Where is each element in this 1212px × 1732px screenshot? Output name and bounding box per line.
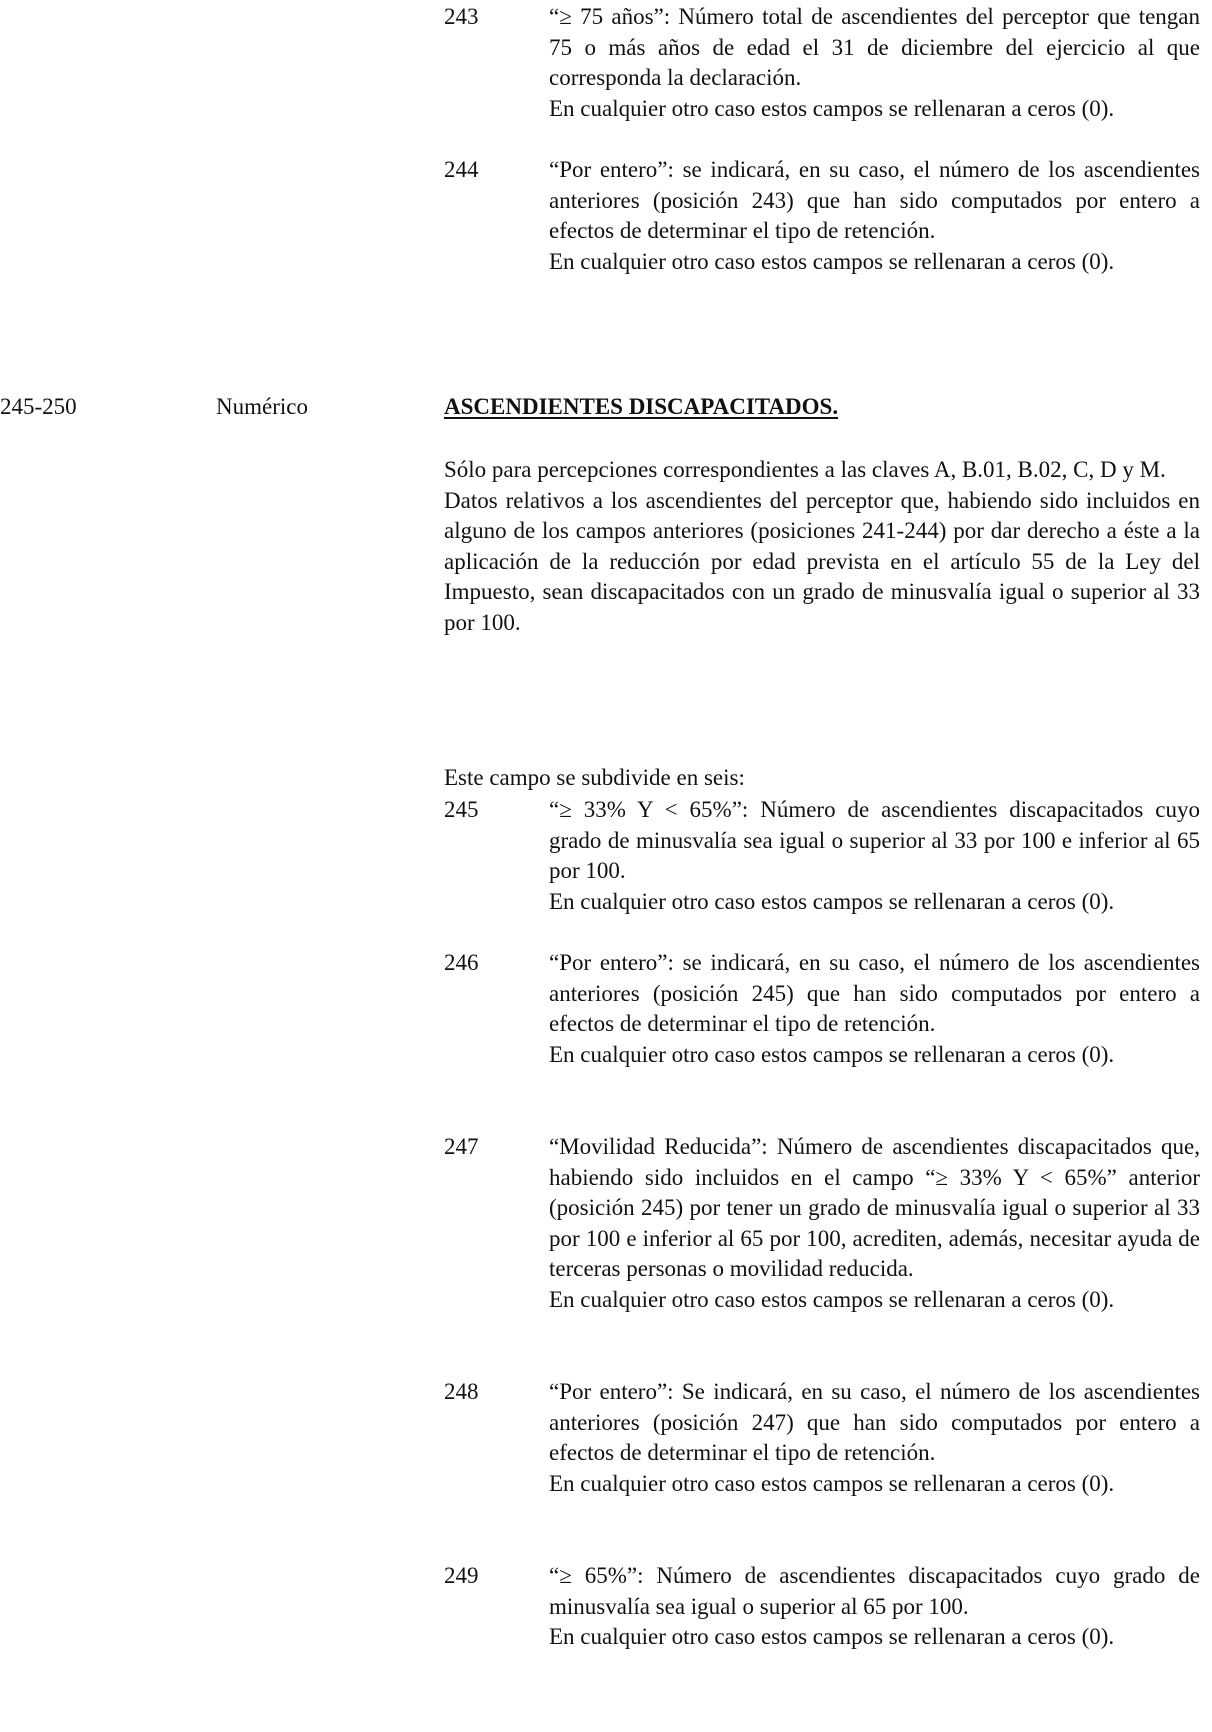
entry-note: En cualquier otro caso estos campos se rellenaran a ceros (0).	[549, 1286, 1115, 1312]
entry-code: 244	[444, 157, 479, 182]
entry-code: 247	[444, 1134, 479, 1159]
entry-description: “Movilidad Reducida”: Número de ascendientes discapacitados que, habiendo sido incluidos en el campo “≥ 33% Y < 65%” anterior (posición 245) por tener un grado de minusvalía igual o superior al 33 por 100 e inferior al 65 por 100, acrediten, además, necesitar ayuda de terceras personas o movilidad reducida.	[549, 1134, 1200, 1282]
entry-note: En cualquier otro caso estos campos se rellenaran a ceros (0).	[549, 888, 1115, 914]
field-positions: 245-250	[0, 394, 77, 419]
entry-description: “Por entero”: se indicará, en su caso, el número de los ascendientes anteriores (posición 243) que han sido computados por entero a efectos de determinar el tipo de retención.	[549, 157, 1200, 244]
section-intro	[444, 455, 1200, 639]
entry-code: 248	[444, 1379, 479, 1404]
entry-note: En cualquier otro caso estos campos se rellenaran a ceros (0).	[549, 1470, 1115, 1496]
entry-code: 246	[444, 950, 479, 975]
intro-datos: Datos relativos a los ascendientes del perceptor que, habiendo sido incluidos en alguno de los campos anteriores (posiciones 241-244) por dar derecho a éste a la aplicación de la reducción por edad prevista en el artículo 55 de la Ley del Impuesto, sean discapacitados con un grado de minusvalía igual o superior al 33 por 100.	[444, 487, 1200, 635]
entry-note: En cualquier otro caso estos campos se rellenaran a ceros (0).	[549, 1624, 1115, 1650]
subdivide-text: Este campo se subdivide en seis:	[444, 765, 745, 790]
intro-claves: Sólo para percepciones correspondientes a las claves A, B.01, B.02, C, D y M.	[444, 457, 1166, 482]
entry-note: En cualquier otro caso estos campos se rellenaran a ceros (0).	[549, 248, 1115, 274]
entry-247	[444, 1132, 1200, 1316]
entry-245	[444, 795, 1200, 917]
subdivide-line	[444, 763, 1200, 794]
entry-description: “≥ 75 años”: Número total de ascendientes del perceptor que tengan 75 o más años de edad el 31 de diciembre del ejercicio al que corresponda la declaración.	[549, 4, 1200, 91]
entry-code: 243	[444, 4, 479, 29]
entry-code: 249	[444, 1563, 479, 1588]
entry-description: “Por entero”: se indicará, en su caso, el número de los ascendientes anteriores (posición 245) que han sido computados por entero a efectos de determinar el tipo de retención.	[549, 950, 1200, 1037]
entry-244	[444, 155, 1200, 277]
entry-243	[444, 2, 1200, 124]
entry-note: En cualquier otro caso estos campos se rellenaran a ceros (0).	[549, 95, 1115, 121]
field-type: Numérico	[216, 394, 308, 419]
entry-248	[444, 1377, 1200, 1499]
entry-description: “≥ 33% Y < 65%”: Número de ascendientes discapacitados cuyo grado de minusvalía sea igual o superior al 33 por 100 e inferior al 65 por 100.	[549, 797, 1200, 884]
entry-description: “≥ 65%”: Número de ascendientes discapacitados cuyo grado de minusvalía sea igual o superior al 65 por 100.	[549, 1563, 1200, 1619]
section-title: ASCENDIENTES DISCAPACITADOS.	[444, 394, 839, 419]
entry-description: “Por entero”: Se indicará, en su caso, el número de los ascendientes anteriores (posición 247) que han sido computados por entero a efectos de determinar el tipo de retención.	[549, 1379, 1200, 1466]
entry-249	[444, 1561, 1200, 1653]
entry-246	[444, 948, 1200, 1070]
entry-code: 245	[444, 797, 479, 822]
entry-note: En cualquier otro caso estos campos se rellenaran a ceros (0).	[549, 1041, 1115, 1067]
